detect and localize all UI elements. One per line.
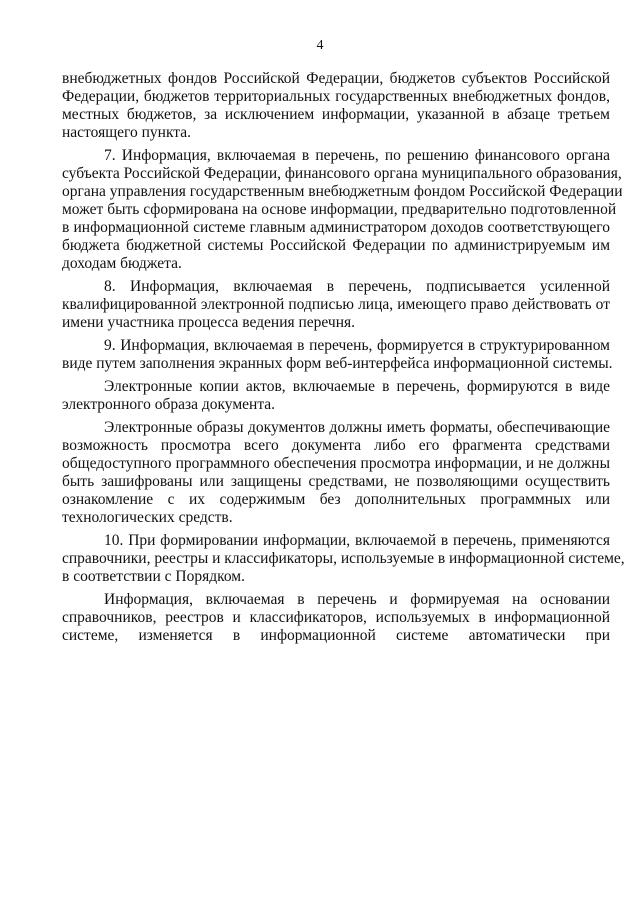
text-line: в соответствии с Порядком. — [62, 568, 245, 585]
text-line: Федерации, бюджетов территориальных государственных внебюджетных фондов, — [62, 88, 610, 105]
paragraph-continuation — [62, 70, 610, 142]
text-line: местных бюджетов, за исключением информации, указанной в абзаце третьем — [62, 106, 610, 123]
text-line: 7. Информация, включаемая в перечень, по решению финансового органа — [104, 147, 610, 164]
paragraph-10 — [62, 532, 625, 586]
text-line: имени участника процесса ведения перечня. — [62, 314, 356, 331]
text-line: бюджета бюджетной системы Российской Федерации по администрируемым им — [62, 237, 610, 254]
text-line: Электронные образы документов должны иметь форматы, обеспечивающие — [104, 419, 610, 436]
text-line: Электронные копии актов, включаемые в перечень, формируются в виде — [104, 378, 610, 395]
text-line: электронного образа документа. — [62, 396, 276, 413]
text-line: субъекта Российской Федерации, финансового органа муниципального образования, — [62, 165, 622, 182]
paragraph-electronic-copies — [62, 378, 610, 414]
text-line: системе, изменяется в информационной системе автоматически при — [62, 627, 610, 644]
text-line: 9. Информация, включаемая в перечень, формируется в структурированном — [104, 337, 610, 354]
text-line: Информация, включаемая в перечень и формируемая на основании — [104, 591, 610, 608]
text-line: ознакомление с их содержимым без дополнительных программных или — [62, 491, 610, 508]
text-line: справочников, реестров и классификаторов, используемых в информационной — [62, 609, 610, 626]
text-line: настоящего пункта. — [62, 124, 192, 141]
text-line: возможность просмотра всего документа либо его фрагмента средствами — [62, 437, 610, 454]
text-line: доходам бюджета. — [62, 255, 182, 272]
text-line: в информационной системе главным администратором доходов соответствующего — [62, 219, 610, 236]
text-line: справочники, реестры и классификаторы, используемые в информационной системе, — [62, 550, 625, 567]
text-line: 10. При формировании информации, включаемой в перечень, применяются — [104, 532, 610, 549]
text-line: 8. Информация, включаемая в перечень, подписывается усиленной — [104, 278, 610, 295]
paragraph-7 — [62, 147, 623, 273]
text-line: квалифицированной электронной подписью лица, имеющего право действовать от — [62, 296, 610, 313]
text-line: общедоступного программного обеспечения просмотра информации, и не должны — [62, 455, 610, 472]
text-line: быть зашифрованы или защищены средствами, не позволяющими осуществить — [62, 473, 610, 490]
text-line: внебюджетных фондов Российской Федерации, бюджетов субъектов Российской — [62, 70, 610, 87]
document-body — [62, 70, 625, 645]
text-line: может быть сформирована на основе информации, предварительно подготовленной — [62, 201, 617, 218]
paragraph-reference-info — [62, 591, 610, 645]
text-line: органа управления государственным внебюджетным фондом Российской Федерации — [62, 183, 623, 200]
text-line: виде путем заполнения экранных форм веб-интерфейса информационной системы. — [62, 355, 613, 372]
text-line: технологических средств. — [62, 509, 233, 526]
paragraph-9 — [62, 337, 613, 373]
page-number: 4 — [316, 38, 324, 53]
paragraph-electronic-images — [62, 419, 610, 527]
paragraph-8 — [62, 278, 610, 332]
